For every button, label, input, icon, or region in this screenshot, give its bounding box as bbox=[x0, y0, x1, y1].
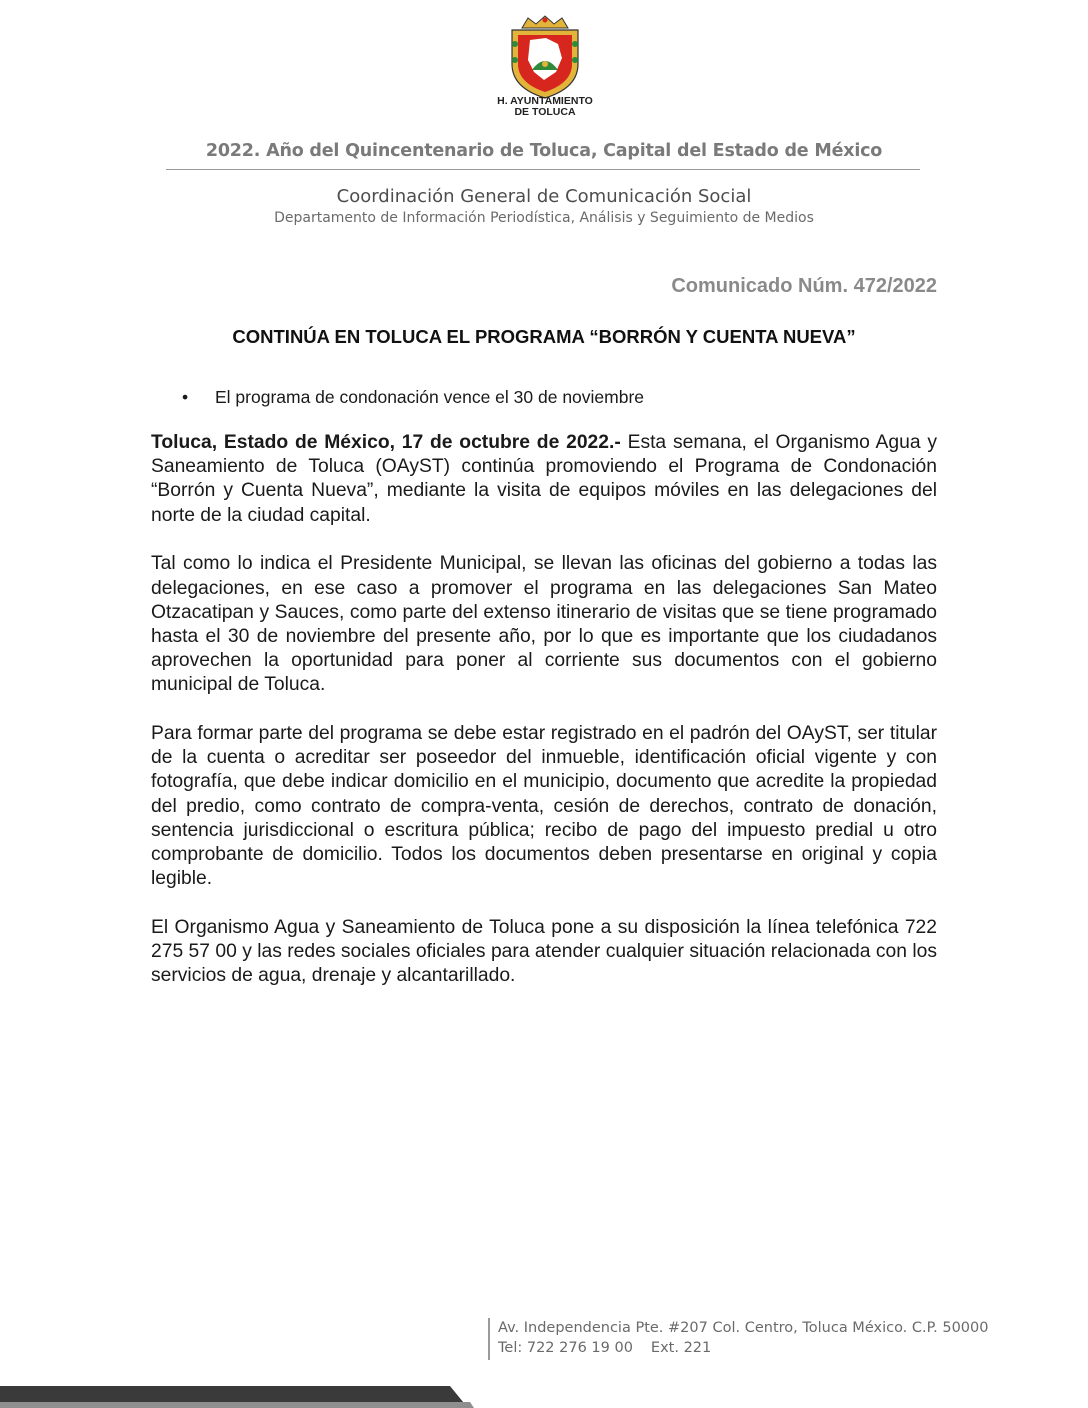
logo-caption bbox=[470, 96, 620, 118]
header-divider bbox=[166, 169, 920, 170]
department-subtitle: Departamento de Información Periodística, Análisis y Seguimiento de Medios bbox=[274, 210, 814, 226]
logo-caption-line-1: H. AYUNTAMIENTO bbox=[497, 95, 593, 107]
bullet-item bbox=[182, 387, 644, 408]
release-number: Comunicado Núm. 472/2022 bbox=[671, 275, 937, 297]
year-motto: 2022. Año del Quincentenario de Toluca, Capital del Estado de México bbox=[205, 141, 883, 161]
release-headline: CONTINÚA EN TOLUCA EL PROGRAMA “BORRÓN Y CUENTA NUEVA” bbox=[232, 326, 856, 347]
footer-phone: Tel: 722 276 19 00 bbox=[498, 1340, 633, 1356]
logo-caption-line-2: DE TOLUCA bbox=[514, 106, 576, 118]
paragraph-4: El Organismo Agua y Saneamiento de Toluca pone a su disposición la línea telefónica 722 275 57 00 y las redes sociales oficiales para atender cualquier situación relacionada con los servicios de agua, drenaje y alcantarillado. bbox=[151, 916, 937, 987]
footer-address: Av. Independencia Pte. #207 Col. Centro, Toluca México. C.P. 50000 bbox=[498, 1320, 989, 1336]
footer-contact bbox=[498, 1340, 711, 1356]
summary-bullets bbox=[182, 387, 644, 408]
release-body bbox=[151, 431, 937, 1013]
bullet-icon: • bbox=[182, 387, 189, 407]
bottom-decorative-band bbox=[0, 1386, 1088, 1408]
footer-extension: Ext. 221 bbox=[650, 1340, 712, 1356]
paragraph-1 bbox=[151, 431, 937, 528]
dateline: Toluca, Estado de México, 17 de octubre de 2022.- bbox=[151, 432, 621, 453]
bullet-text: El programa de condonación vence el 30 de noviembre bbox=[215, 387, 645, 407]
paragraph-3: Para formar parte del programa se debe estar registrado en el padrón del OAySТ, ser titular de la cuenta o acreditar ser poseedor del inmueble, identificación oficial vigente y con fotografía, que debe indicar domicilio en el municipio, documento que acredite la propiedad del predio, como contrato de compra-venta, cesión de derechos, contrato de donación, sentencia jurisdiccional o escritura pública; recibo de pago del impuesto predial u otro comprobante de domicilio. Todos los documentos deben presentarse en original y copia legible. bbox=[151, 723, 937, 890]
shield-icon bbox=[488, 14, 602, 100]
paragraph-1-text: Esta semana, el Organismo Agua y Saneamiento de Toluca (OAySТ) continúa promoviendo el Programa de Condonación “Borrón y Cuenta Nueva”, mediante la visita de equipos móviles en las delegaciones del norte de la ciudad capital. bbox=[151, 432, 938, 526]
paragraph-2: Tal como lo indica el Presidente Municipal, se llevan las oficinas del gobierno a todas las delegaciones, en ese caso a promover el programa en las delegaciones San Mateo Otzacatipan y Sauces, como parte del extenso itinerario de visitas que se tiene programado hasta el 30 de noviembre del presente año, por lo que es importante que los ciudadanos aprovechen la oportunidad para poner al corriente sus documentos con el gobierno municipal de Toluca. bbox=[151, 553, 937, 696]
coordination-title: Coordinación General de Comunicación Social bbox=[336, 186, 752, 207]
footer-divider bbox=[488, 1318, 490, 1360]
